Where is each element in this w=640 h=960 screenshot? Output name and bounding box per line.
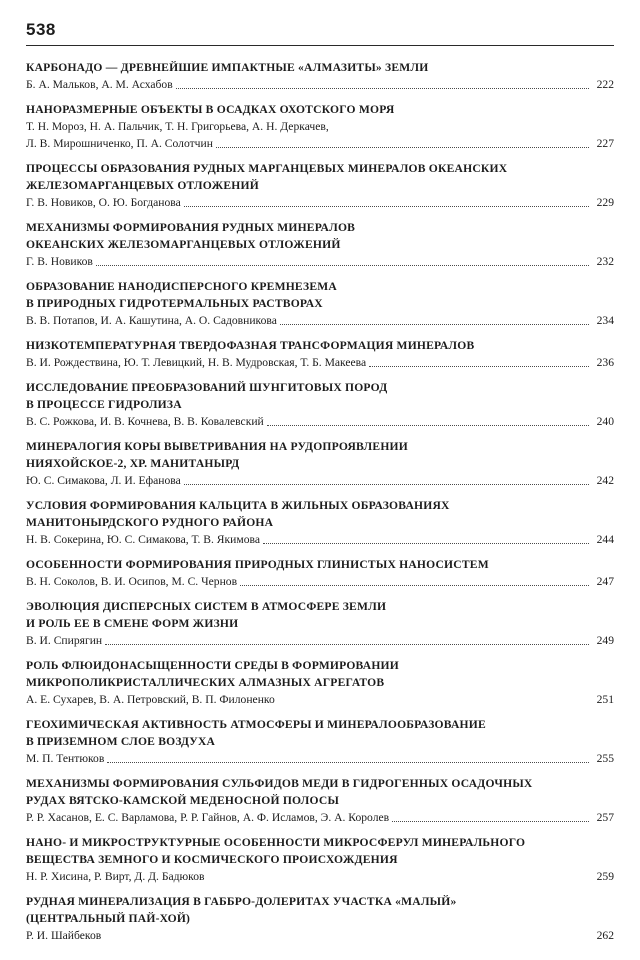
entry-title-line: В ПРИЗЕМНОМ СЛОЕ ВОЗДУХА xyxy=(26,735,216,748)
entry-page-number: 222 xyxy=(596,78,614,91)
entry-author-names: Р. Р. Хасанов, Е. С. Варламова, Р. Р. Гайнов, А. Ф. Исламов, Э. А. Королев xyxy=(26,811,390,824)
entry-title-line: И РОЛЬ ЕЕ В СМЕНЕ ФОРМ ЖИЗНИ xyxy=(26,617,239,630)
entry-page-number: 232 xyxy=(596,255,614,268)
entry-authors xyxy=(26,118,614,152)
toc-entry xyxy=(26,893,614,944)
entry-author-row xyxy=(26,809,614,826)
entry-title-line: МИКРОПОЛИКРИСТАЛЛИЧЕСКИХ АЛМАЗНЫХ АГРЕГАТОВ xyxy=(26,676,385,689)
entry-author-names: В. Н. Соколов, В. И. Осипов, М. С. Чернов xyxy=(26,575,238,588)
entry-author-names: Н. В. Сокерина, Ю. С. Симакова, Т. В. Якимова xyxy=(26,533,260,546)
entry-author-row xyxy=(26,927,614,944)
entry-author-row xyxy=(26,312,614,329)
entry-title-line: (ЦЕНТРАЛЬНЫЙ ПАЙ-ХОЙ) xyxy=(26,912,191,925)
entry-title-line: ПРОЦЕССЫ ОБРАЗОВАНИЯ РУДНЫХ МАРГАНЦЕВЫХ МИНЕРАЛОВ ОКЕАНСКИХ xyxy=(26,162,508,175)
entry-author-row xyxy=(26,354,614,371)
entry-author-names: Р. И. Шайбеков xyxy=(26,929,102,942)
entry-title xyxy=(26,278,614,312)
entry-title xyxy=(26,438,614,472)
toc-entry xyxy=(26,278,614,329)
entry-title-line: ГЕОХИМИЧЕСКАЯ АКТИВНОСТЬ АТМОСФЕРЫ И МИНЕРАЛООБРАЗОВАНИЕ xyxy=(26,718,486,731)
entry-author-names: В. И. Спирягин xyxy=(26,634,103,647)
header-rule xyxy=(26,45,614,46)
page-number: 538 xyxy=(26,20,56,39)
entry-author-names: В. В. Потапов, И. А. Кашутина, А. О. Садовникова xyxy=(26,314,277,327)
entry-title-line: МЕХАНИЗМЫ ФОРМИРОВАНИЯ СУЛЬФИДОВ МЕДИ В ГИДРОГЕННЫХ ОСАДОЧНЫХ xyxy=(26,777,533,790)
entry-author-names: А. Е. Сухарев, В. А. Петровский, В. П. Филоненко xyxy=(26,693,275,706)
entry-title xyxy=(26,337,614,354)
entry-author-row xyxy=(26,531,614,548)
entry-author-names: Б. А. Мальков, А. М. Асхабов xyxy=(26,78,173,91)
entry-author-names: М. П. Тентюков xyxy=(26,752,105,765)
dot-leader xyxy=(392,821,589,822)
entry-author-row xyxy=(26,194,614,211)
entry-title-line: НИЗКОТЕМПЕРАТУРНАЯ ТВЕРДОФАЗНАЯ ТРАНСФОРМАЦИЯ МИНЕРАЛОВ xyxy=(26,339,475,352)
toc-entry xyxy=(26,59,614,93)
toc-entry xyxy=(26,556,614,590)
dot-leader xyxy=(267,425,589,426)
entry-page-number: 257 xyxy=(596,811,614,824)
entry-title-line: НИЯХОЙСКОЕ-2, ХР. МАНИТАНЫРД xyxy=(26,457,240,470)
entry-page-number: 229 xyxy=(596,196,614,209)
entry-author-row xyxy=(26,253,614,270)
toc-entry xyxy=(26,497,614,548)
entry-authors xyxy=(26,413,614,430)
toc-entry xyxy=(26,379,614,430)
entry-title-line: МЕХАНИЗМЫ ФОРМИРОВАНИЯ РУДНЫХ МИНЕРАЛОВ xyxy=(26,221,356,234)
entry-author-names: Ю. С. Симакова, Л. И. Ефанова xyxy=(26,474,181,487)
dot-leader xyxy=(184,206,589,207)
entry-title xyxy=(26,59,614,76)
dot-leader xyxy=(107,762,589,763)
entry-page-number: 249 xyxy=(596,634,614,647)
entry-page-number: 262 xyxy=(596,929,614,942)
entry-author-row xyxy=(26,691,614,708)
entry-author-row xyxy=(26,573,614,590)
dot-leader xyxy=(263,543,589,544)
entry-author-names: В. С. Рожкова, И. В. Кочнева, В. В. Ковалевский xyxy=(26,415,264,428)
entry-title-line: ОБРАЗОВАНИЕ НАНОДИСПЕРСНОГО КРЕМНЕЗЕМА xyxy=(26,280,337,293)
toc-entry xyxy=(26,657,614,708)
entry-page-number: 247 xyxy=(596,575,614,588)
dot-leader xyxy=(240,585,589,586)
entry-page-number: 255 xyxy=(596,752,614,765)
entry-authors xyxy=(26,76,614,93)
entry-title-line: В ПРОЦЕССЕ ГИДРОЛИЗА xyxy=(26,398,182,411)
entry-page-number: 251 xyxy=(596,693,614,706)
entry-author-row xyxy=(26,632,614,649)
entry-title xyxy=(26,716,614,750)
entry-author-names: Н. Р. Хисина, Р. Вирт, Д. Д. Бадюков xyxy=(26,870,205,883)
entry-author-row xyxy=(26,750,614,767)
entry-authors xyxy=(26,927,614,944)
entry-title-line: ВЕЩЕСТВА ЗЕМНОГО И КОСМИЧЕСКОГО ПРОИСХОЖДЕНИЯ xyxy=(26,853,398,866)
entry-page-number: 236 xyxy=(596,356,614,369)
entry-author-names: Г. В. Новиков, О. Ю. Богданова xyxy=(26,196,181,209)
entry-title xyxy=(26,556,614,573)
dot-leader xyxy=(184,484,589,485)
entry-author-row xyxy=(26,868,614,885)
toc-entry xyxy=(26,834,614,885)
toc-entry xyxy=(26,101,614,152)
entry-author-names: В. И. Рождествина, Ю. Т. Левицкий, Н. В. Мудровская, Т. Б. Макеева xyxy=(26,356,367,369)
entry-title xyxy=(26,893,614,927)
entry-title-line: РУДАХ ВЯТСКО-КАМСКОЙ МЕДЕНОСНОЙ ПОЛОСЫ xyxy=(26,794,340,807)
entry-page-number: 234 xyxy=(596,314,614,327)
entry-title-line: РОЛЬ ФЛЮИДОНАСЫЩЕННОСТИ СРЕДЫ В ФОРМИРОВАНИИ xyxy=(26,659,399,672)
entry-title xyxy=(26,219,614,253)
entry-title-line: ЖЕЛЕЗОМАРГАНЦЕВЫХ ОТЛОЖЕНИЙ xyxy=(26,179,259,192)
entry-page-number: 240 xyxy=(596,415,614,428)
entry-authors xyxy=(26,253,614,270)
entry-title xyxy=(26,834,614,868)
toc-entry xyxy=(26,598,614,649)
entry-title-line: МАНИТОНЫРДСКОГО РУДНОГО РАЙОНА xyxy=(26,516,274,529)
toc-entry xyxy=(26,716,614,767)
entry-title-line: В ПРИРОДНЫХ ГИДРОТЕРМАЛЬНЫХ РАСТВОРАХ xyxy=(26,297,323,310)
page-header xyxy=(26,20,614,46)
entry-title-line: ЭВОЛЮЦИЯ ДИСПЕРСНЫХ СИСТЕМ В АТМОСФЕРЕ ЗЕМЛИ xyxy=(26,600,387,613)
toc-list xyxy=(26,59,614,944)
entry-page-number: 242 xyxy=(596,474,614,487)
entry-title-line: ОСОБЕННОСТИ ФОРМИРОВАНИЯ ПРИРОДНЫХ ГЛИНИСТЫХ НАНОСИСТЕМ xyxy=(26,558,489,571)
dot-leader xyxy=(96,265,589,266)
entry-title-line: НАНОРАЗМЕРНЫЕ ОБЪЕКТЫ В ОСАДКАХ ОХОТСКОГО МОРЯ xyxy=(26,103,395,116)
entry-title-line: РУДНАЯ МИНЕРАЛИЗАЦИЯ В ГАББРО-ДОЛЕРИТАХ УЧАСТКА «МАЛЫЙ» xyxy=(26,895,457,908)
entry-title xyxy=(26,379,614,413)
entry-authors xyxy=(26,809,614,826)
entry-author-names: Г. В. Новиков xyxy=(26,255,93,268)
dot-leader xyxy=(105,644,589,645)
entry-page-number: 227 xyxy=(596,137,614,150)
entry-title-line: КАРБОНАДО — ДРЕВНЕЙШИЕ ИМПАКТНЫЕ «АЛМАЗИТЫ» ЗЕМЛИ xyxy=(26,61,429,74)
entry-author-row xyxy=(26,472,614,489)
entry-page-number: 244 xyxy=(596,533,614,546)
entry-title-line: МИНЕРАЛОГИЯ КОРЫ ВЫВЕТРИВАНИЯ НА РУДОПРОЯВЛЕНИИ xyxy=(26,440,408,453)
entry-author-row xyxy=(26,135,614,152)
toc-entry xyxy=(26,775,614,826)
entry-authors xyxy=(26,472,614,489)
dot-leader xyxy=(280,324,589,325)
dot-leader xyxy=(176,88,589,89)
entry-title xyxy=(26,101,614,118)
dot-leader xyxy=(369,366,589,367)
entry-title-line: УСЛОВИЯ ФОРМИРОВАНИЯ КАЛЬЦИТА В ЖИЛЬНЫХ ОБРАЗОВАНИЯХ xyxy=(26,499,450,512)
toc-entry xyxy=(26,337,614,371)
entry-title xyxy=(26,497,614,531)
entry-author-line: Т. Н. Мороз, Н. А. Пальчик, Т. Н. Григорьева, А. Н. Деркачев, xyxy=(26,120,329,133)
entry-author-row xyxy=(26,76,614,93)
dot-leader xyxy=(216,147,589,148)
entry-title xyxy=(26,657,614,691)
entry-page-number: 259 xyxy=(596,870,614,883)
entry-authors xyxy=(26,691,614,708)
entry-title-line: НАНО- И МИКРОСТРУКТУРНЫЕ ОСОБЕННОСТИ МИКРОСФЕРУЛ МИНЕРАЛЬНОГО xyxy=(26,836,526,849)
entry-title-line: ИССЛЕДОВАНИЕ ПРЕОБРАЗОВАНИЙ ШУНГИТОВЫХ ПОРОД xyxy=(26,381,388,394)
entry-title-line: ОКЕАНСКИХ ЖЕЛЕЗОМАРГАНЦЕВЫХ ОТЛОЖЕНИЙ xyxy=(26,238,341,251)
entry-author-row xyxy=(26,413,614,430)
toc-entry xyxy=(26,219,614,270)
entry-authors xyxy=(26,194,614,211)
entry-authors xyxy=(26,354,614,371)
entry-authors xyxy=(26,632,614,649)
entry-authors xyxy=(26,868,614,885)
toc-entry xyxy=(26,160,614,211)
toc-entry xyxy=(26,438,614,489)
entry-authors xyxy=(26,750,614,767)
entry-title xyxy=(26,775,614,809)
entry-authors xyxy=(26,573,614,590)
entry-author-names: Л. В. Мирошниченко, П. А. Солотчин xyxy=(26,137,213,150)
entry-authors xyxy=(26,312,614,329)
entry-authors xyxy=(26,531,614,548)
entry-title xyxy=(26,598,614,632)
entry-title xyxy=(26,160,614,194)
